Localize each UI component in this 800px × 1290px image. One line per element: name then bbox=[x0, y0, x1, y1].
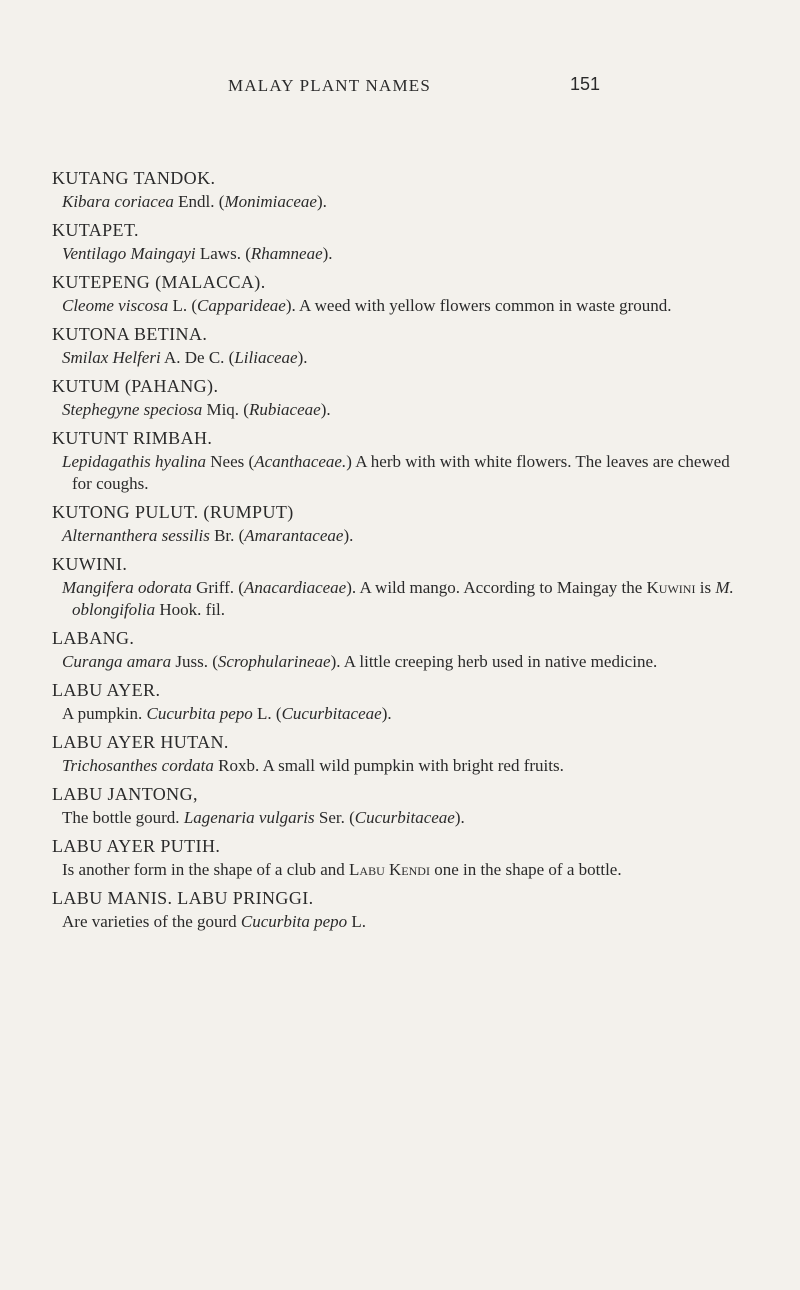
entry-headword: KUTAPET. bbox=[52, 220, 139, 240]
entry-note: ) A herb with with white flowers. The leaves are chewed for coughs. bbox=[72, 452, 730, 493]
entry-note: ). bbox=[322, 244, 333, 263]
entry-kutang-tandok bbox=[52, 166, 752, 213]
family-name: Rubiaceae bbox=[248, 400, 321, 419]
scientific-name: Smilax Helferi bbox=[62, 348, 161, 367]
entry-labu-manis bbox=[52, 886, 752, 933]
scientific-name-alternate: M. oblongifolia bbox=[72, 578, 734, 619]
scientific-name: Ventilago Maingayi bbox=[62, 244, 196, 263]
entry-kuwini bbox=[52, 552, 752, 621]
entry-note-continued: is bbox=[695, 578, 716, 597]
entry-kutum bbox=[52, 374, 752, 421]
family-name: Capparideae bbox=[197, 296, 286, 315]
entry-headword: LABU AYER PUTIH. bbox=[52, 836, 221, 856]
entry-kutapet bbox=[52, 218, 752, 265]
entry-headword: LABANG. bbox=[52, 628, 135, 648]
entry-headword: KUTONG PULUT. (RUMPUT) bbox=[52, 502, 294, 522]
entry-lead: The bottle gourd. bbox=[62, 808, 184, 827]
entry-headword: LABU JANTONG, bbox=[52, 784, 198, 804]
entry-note: ). bbox=[381, 704, 392, 723]
entry-labang bbox=[52, 626, 752, 673]
entry-labu-ayer-putih bbox=[52, 834, 752, 881]
entry-description bbox=[52, 911, 752, 933]
entry-lead: Is another form in the shape of a club and bbox=[62, 860, 350, 879]
entry-headword: LABU AYER. bbox=[52, 680, 161, 700]
entry-note: ). bbox=[320, 400, 331, 419]
entry-kutona-betina bbox=[52, 322, 752, 369]
glossary-entries bbox=[52, 166, 752, 938]
entry-headword: LABU MANIS. LABU PRINGGI. bbox=[52, 888, 314, 908]
entry-description bbox=[52, 451, 752, 495]
authority: Ser. ( bbox=[314, 808, 355, 827]
entry-description bbox=[52, 525, 752, 547]
entry-description bbox=[52, 651, 752, 673]
running-head: MALAY PLANT NAMES bbox=[228, 76, 432, 95]
entry-headword: KUTUM (PAHANG). bbox=[52, 376, 219, 396]
authority: A. De C. ( bbox=[160, 348, 235, 367]
page-number: 151 bbox=[570, 74, 601, 94]
family-name: Rhamneae bbox=[250, 244, 323, 263]
entry-headword: KUTANG TANDOK. bbox=[52, 168, 216, 188]
entry-kutepeng bbox=[52, 270, 752, 317]
entry-lead: A pumpkin. bbox=[62, 704, 147, 723]
authority: L. bbox=[347, 912, 367, 931]
entry-description bbox=[52, 859, 752, 881]
entry-description bbox=[52, 577, 752, 621]
entry-description bbox=[52, 347, 752, 369]
entry-description bbox=[52, 295, 752, 317]
scientific-name: Mangifera odorata bbox=[62, 578, 192, 597]
entry-description bbox=[52, 807, 752, 829]
authority: L. ( bbox=[168, 296, 198, 315]
entry-headword: KUTEPENG (MALACCA). bbox=[52, 272, 266, 292]
scientific-name: Trichosanthes cordata bbox=[62, 756, 214, 775]
authority: Roxb. bbox=[213, 756, 263, 775]
entry-note: ). bbox=[454, 808, 465, 827]
page-header bbox=[0, 68, 800, 98]
scientific-name: Cucurbita pepo bbox=[146, 704, 253, 723]
entry-kutong-pulut bbox=[52, 500, 752, 547]
cross-reference-name: Kuwini bbox=[646, 578, 696, 597]
entry-description bbox=[52, 243, 752, 265]
scientific-name: Stephegyne speciosa bbox=[62, 400, 203, 419]
entry-note: ). bbox=[316, 192, 327, 211]
scientific-name: Curanga amara bbox=[62, 652, 172, 671]
scientific-name: Kibara coriacea bbox=[62, 192, 174, 211]
family-name: Anacardiaceae bbox=[243, 578, 347, 597]
entry-note: A small wild pumpkin with bright red fruits. bbox=[262, 756, 564, 775]
entry-headword: KUWINI. bbox=[52, 554, 128, 574]
scientific-name: Cleome viscosa bbox=[62, 296, 169, 315]
entry-labu-ayer bbox=[52, 678, 752, 725]
entry-headword: KUTONA BETINA. bbox=[52, 324, 208, 344]
family-name: Amarantaceae bbox=[244, 526, 344, 545]
family-name: Scrophularineae bbox=[217, 652, 331, 671]
scientific-name: Lepidagathis hyalina bbox=[62, 452, 207, 471]
entry-lead: Are varieties of the gourd bbox=[62, 912, 241, 931]
scientific-name: Alternanthera sessilis bbox=[62, 526, 210, 545]
entry-note: ). A wild mango. According to Maingay the bbox=[346, 578, 647, 597]
family-name: Acanthaceae. bbox=[254, 452, 347, 471]
entry-kutunt-rimbah bbox=[52, 426, 752, 495]
authority: Endl. ( bbox=[173, 192, 225, 211]
entry-labu-ayer-hutan bbox=[52, 730, 752, 777]
entry-description bbox=[52, 703, 752, 725]
scientific-name: Cucurbita pepo bbox=[240, 912, 348, 931]
entry-note: ). bbox=[343, 526, 354, 545]
authority: Br. ( bbox=[209, 526, 245, 545]
entry-note-end: Hook. fil. bbox=[155, 600, 226, 619]
authority: Miq. ( bbox=[202, 400, 249, 419]
entry-description bbox=[52, 399, 752, 421]
entry-headword: LABU AYER HUTAN. bbox=[52, 732, 229, 752]
scientific-name: Lagenaria vulgaris bbox=[183, 808, 315, 827]
entry-note: ). bbox=[297, 348, 308, 367]
authority: L. ( bbox=[252, 704, 282, 723]
entry-note: one in the shape of a bottle. bbox=[429, 860, 622, 879]
authority: Laws. ( bbox=[195, 244, 251, 263]
entry-note: ). A little creeping herb used in native medicine. bbox=[330, 652, 658, 671]
authority: Nees ( bbox=[206, 452, 255, 471]
cross-reference-name: Labu Kendi bbox=[349, 860, 430, 879]
family-name: Cucurbitaceae bbox=[354, 808, 455, 827]
family-name: Cucurbitaceae bbox=[281, 704, 382, 723]
entry-description bbox=[52, 755, 752, 777]
authority: Griff. ( bbox=[191, 578, 244, 597]
entry-labu-jantong bbox=[52, 782, 752, 829]
authority: Juss. ( bbox=[171, 652, 218, 671]
family-name: Liliaceae bbox=[234, 348, 298, 367]
entry-headword: KUTUNT RIMBAH. bbox=[52, 428, 213, 448]
entry-description bbox=[52, 191, 752, 213]
entry-note: ). A weed with yellow flowers common in waste ground. bbox=[285, 296, 672, 315]
family-name: Monimiaceae bbox=[224, 192, 317, 211]
